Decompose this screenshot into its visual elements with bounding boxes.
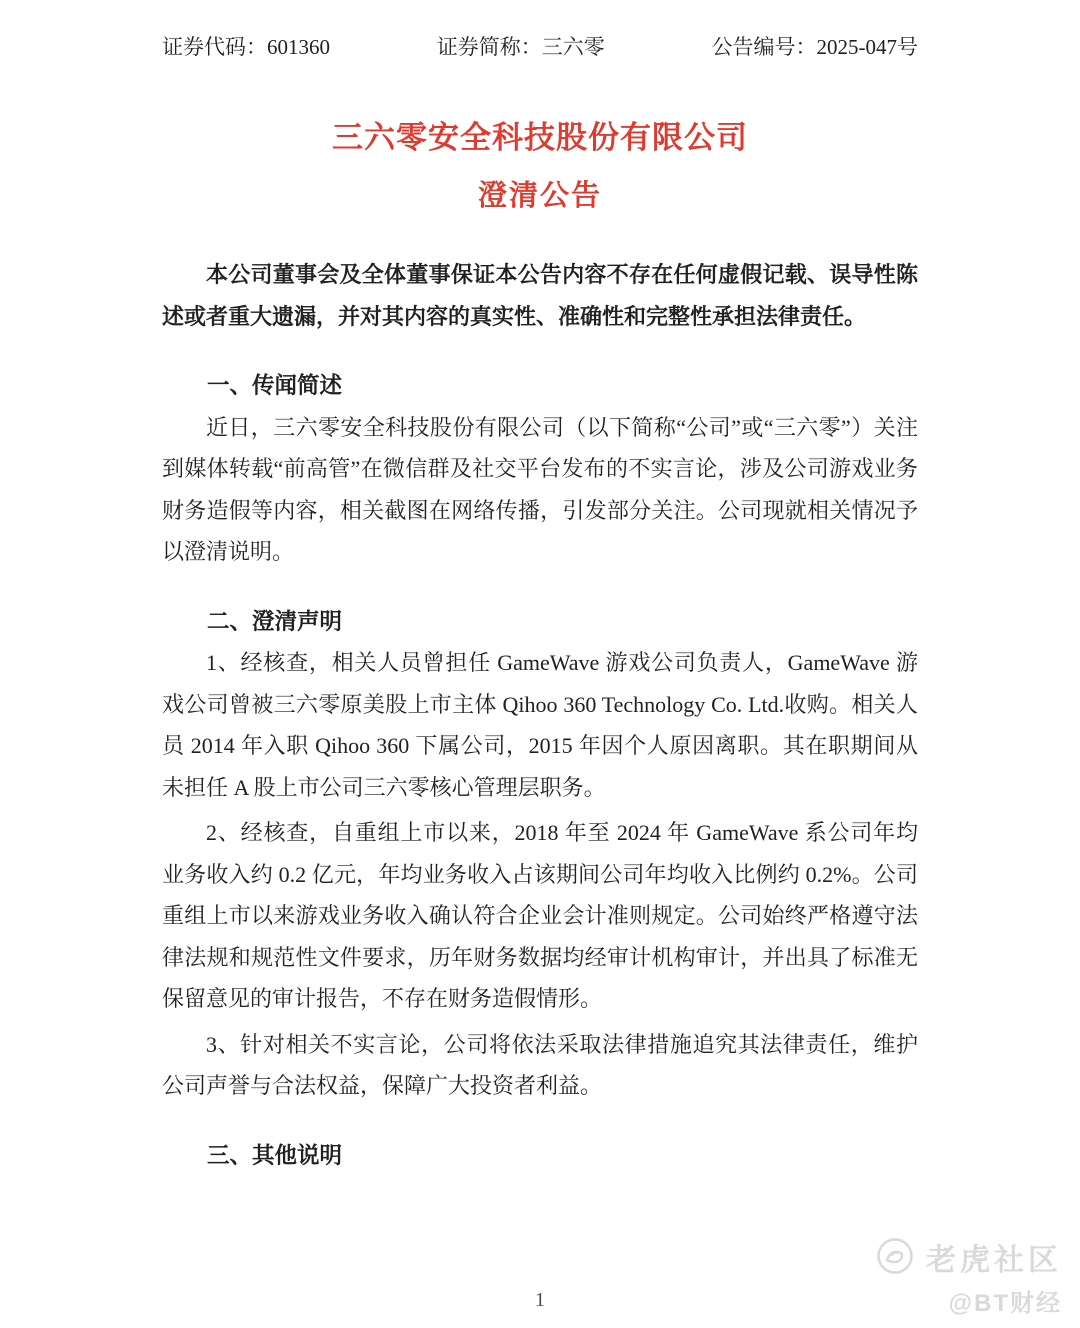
page-title: 三六零安全科技股份有限公司 (332, 120, 748, 155)
securities-header (162, 34, 918, 60)
paragraph-clarification-3: 3、针对相关不实言论，公司将依法采取法律措施追究其法律责任，维护公司声誉与合法权益，保障广大投资者利益。 (162, 1031, 918, 1098)
paragraph-rumor-summary: 近日，三六零安全科技股份有限公司（以下简称“公司”或“三六零”）关注到媒体转载“前高管”在微信群及社交平台发布的不实言论，涉及公司游戏业务财务造假等内容，相关截图在网络传播，引发部分关注。公司现就相关情况予以澄清说明。 (162, 414, 918, 564)
section-heading-rumor-summary: 一、传闻简述 (207, 373, 343, 398)
watermark-brand-label: 老虎社区 (926, 1243, 1062, 1277)
paragraph-clarification-1: 1、经核查，相关人员曾担任 GameWave 游戏公司负责人，GameWave 游戏公司曾被三六零原美股上市主体 Qihoo 360 Technology Co. Ltd.收购。相关人员 2014 年入职 Qihoo 360 下属公司，2015 年因个人原因离职。其在职期间从未担任 A 股上市公司三六零核心管理层职务。 (162, 650, 918, 800)
stock-code-label: 证券代码： (162, 35, 267, 59)
section-heading-clarification: 二、澄清声明 (207, 608, 343, 634)
stock-name-value: 三六零 (541, 35, 605, 59)
stock-code-value: 601360 (267, 35, 330, 59)
watermark (876, 1237, 1062, 1318)
stock-name-label: 证券简称： (436, 35, 542, 59)
paragraph-clarification-2: 2、经核查，自重组上市以来，2018 年至 2024 年 GameWave 系公司年均业务收入约 0.2 亿元，年均业务收入占该期间公司年均收入比例约 0.2%。公司重组上市以来游戏业务收入确认符合企业会计准则规定。公司始终严格遵守法律法规和规范性文件要求，历年财务数据均经审计机构审计，并出具了标准无保留意见的审计报告，不存在财务造假情形。 (162, 820, 918, 1011)
stock-name (437, 34, 605, 60)
page-subtitle: 澄清公告 (477, 180, 602, 212)
stock-code (162, 34, 330, 60)
announcement-number (712, 34, 919, 60)
board-disclaimer: 本公司董事会及全体董事保证本公告内容不存在任何虚假记载、误导性陈述或者重大遗漏，并对其内容的真实性、准确性和完整性承担法律责任。 (162, 262, 918, 329)
announcement-number-value: 2025-047号 (816, 35, 918, 59)
watermark-brand-row (876, 1237, 1062, 1284)
announcement-number-label: 公告编号： (711, 35, 817, 59)
page-number: 1 (535, 1289, 545, 1311)
watermark-handle: @BT财经 (948, 1290, 1062, 1317)
section-heading-other-notes: 三、其他说明 (207, 1142, 343, 1168)
tiger-circle-icon (876, 1237, 914, 1284)
